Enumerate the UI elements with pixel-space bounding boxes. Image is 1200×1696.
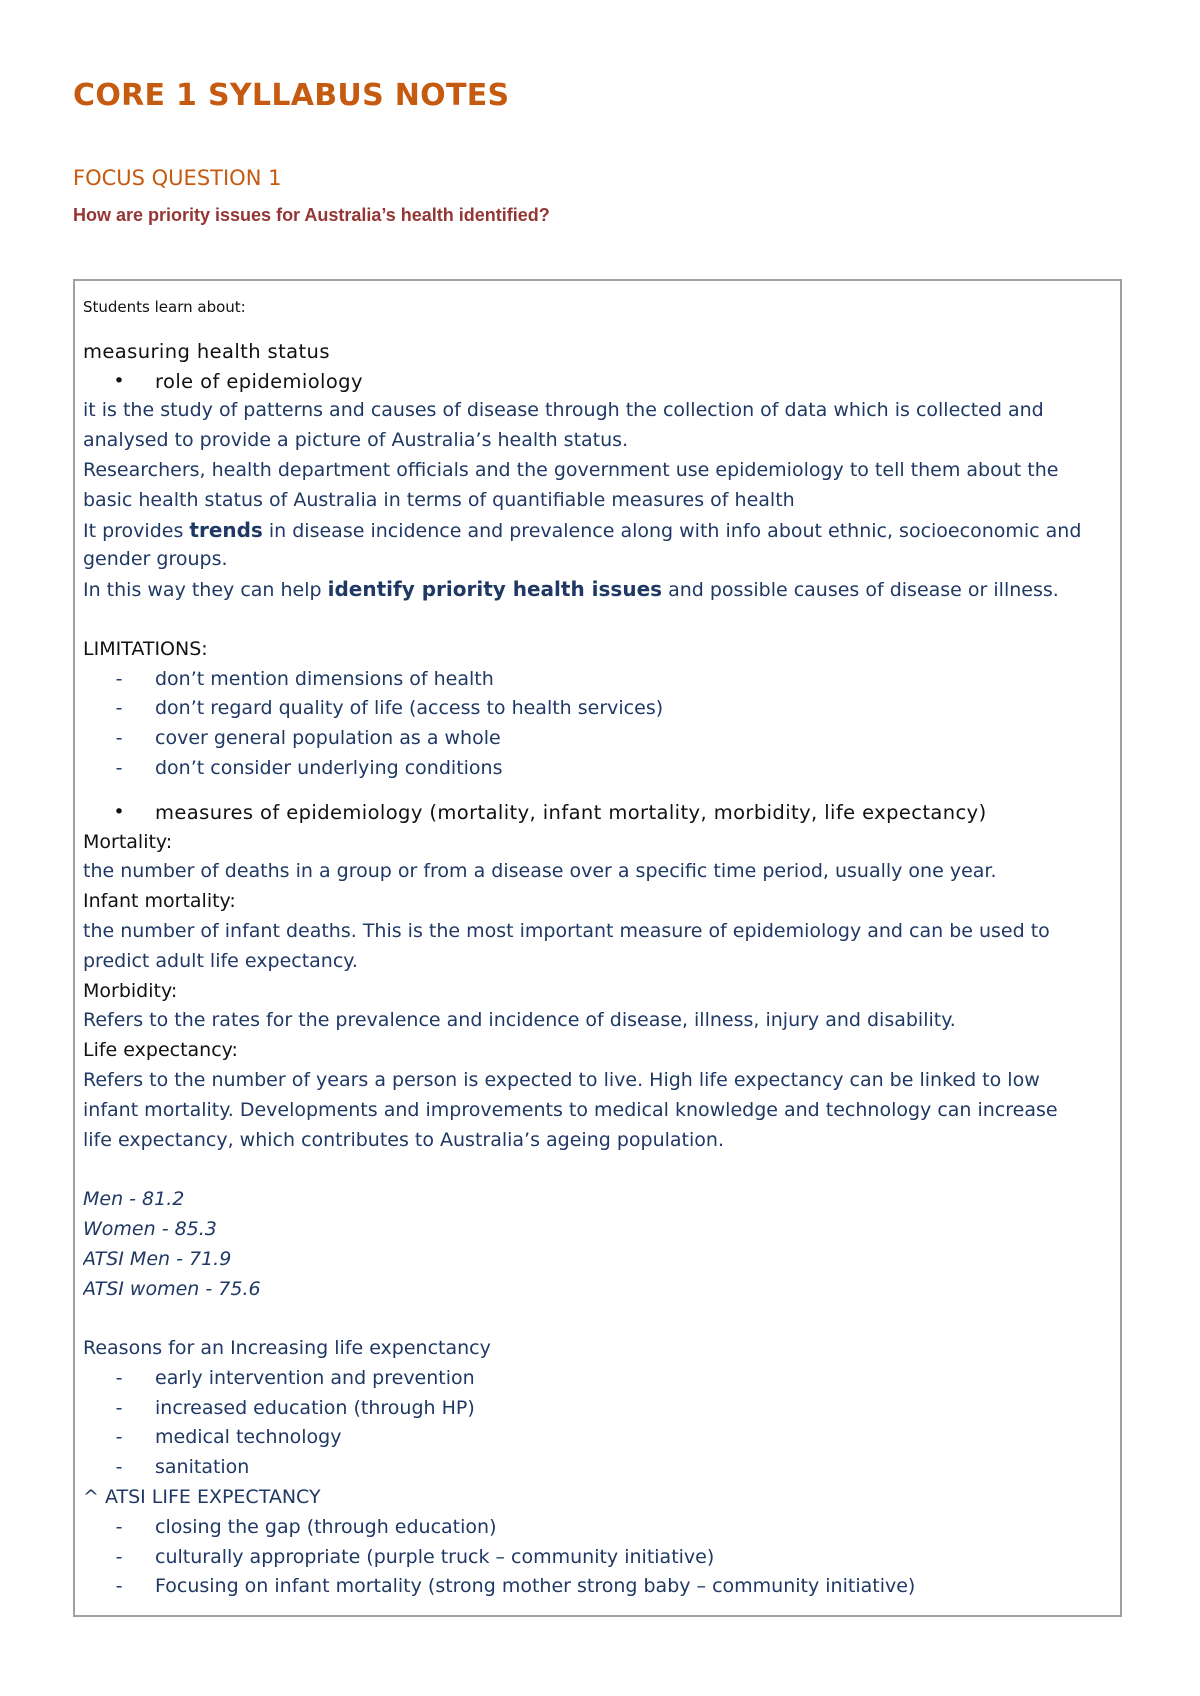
morbidity-text: Refers to the rates for the prevalence and incidence of disease, illness, injury and disability. [83, 1009, 956, 1032]
limitation-item [83, 754, 1112, 784]
life-line-1: Refers to the number of years a person is expected to live. High life expectancy can be linked to low [83, 1068, 1040, 1091]
limitations-label: LIMITATIONS: [83, 637, 208, 660]
dash-marker: - [115, 1545, 123, 1568]
limitation-text: don’t consider underlying conditions [155, 756, 503, 779]
reason-item [83, 1364, 1112, 1394]
epi-line-1: it is the study of patterns and causes of disease through the collection of data which is collected and [83, 399, 1044, 422]
limitation-text: cover general population as a whole [155, 727, 501, 750]
epi-line-4: basic health status of Australia in terms of quantifiable measures of health [83, 488, 795, 511]
stat-atsi-men: ATSI Men - 71.9 [83, 1247, 232, 1270]
bullet-text: measures of epidemiology (mortality, infant mortality, morbidity, life expectancy) [155, 800, 987, 824]
stat-atsi-women: ATSI women - 75.6 [83, 1277, 261, 1300]
bullet-role-of-epidemiology [83, 367, 1112, 397]
reason-text: early intervention and prevention [155, 1366, 475, 1389]
reason-text: medical technology [155, 1426, 342, 1449]
dash-marker: - [115, 697, 123, 720]
dash-marker: - [115, 1396, 123, 1419]
morbidity-label: Morbidity: [83, 979, 178, 1002]
priority-post: and possible causes of disease or illness. [662, 579, 1059, 602]
life-expectancy-label: Life expectancy: [83, 1039, 238, 1062]
dash-marker: - [115, 1426, 123, 1449]
focus-question-label: FOCUS QUESTION 1 [73, 166, 282, 190]
priority-bold: identify priority health issues [327, 577, 663, 602]
epi-line-2: analysed to provide a picture of Australia’s health status. [83, 429, 629, 452]
infant-line-2: predict adult life expectancy. [83, 949, 358, 972]
mortality-label: Mortality: [83, 830, 173, 853]
mortality-text: the number of deaths in a group or from a disease over a specific time period, usually one year. [83, 860, 997, 883]
bullet-text: role of epidemiology [155, 369, 363, 393]
limitation-item [83, 694, 1112, 724]
priority-pre: In this way they can help [83, 579, 328, 602]
trends-post: in disease incidence and prevalence along with info about ethnic, socioeconomic and [262, 519, 1082, 542]
infant-mortality-label: Infant mortality: [83, 890, 236, 913]
life-line-2: infant mortality. Developments and improvements to medical knowledge and technology can increase [83, 1098, 1058, 1121]
page-title: CORE 1 SYLLABUS NOTES [73, 78, 510, 113]
dash-marker: - [115, 756, 123, 779]
epi-line-3: Researchers, health department officials and the government use epidemiology to tell them about the [83, 458, 1059, 481]
trends-pre: It provides [83, 519, 190, 542]
trends-line-2: gender groups. [83, 548, 228, 571]
stat-men: Men - 81.2 [83, 1188, 185, 1211]
bullet-icon: • [113, 369, 125, 392]
intro-text: Students learn about: [83, 298, 246, 316]
focus-question-text: How are priority issues for Australia’s health identified? [73, 205, 550, 225]
infant-line-1: the number of infant deaths. This is the most important measure of epidemiology and can be used to [83, 919, 1050, 942]
atsi-item [83, 1543, 1112, 1573]
life-line-3: life expectancy, which contributes to Australia’s ageing population. [83, 1128, 724, 1151]
bullet-measures-of-epidemiology [83, 798, 1112, 828]
dash-marker: - [115, 1456, 123, 1479]
atsi-item [83, 1513, 1112, 1543]
priority-line [83, 575, 1112, 605]
reason-item [83, 1394, 1112, 1424]
limitation-text: don’t regard quality of life (access to health services) [155, 697, 664, 720]
atsi-text: closing the gap (through education) [155, 1515, 497, 1538]
bullet-icon: • [113, 800, 125, 823]
atsi-text: culturally appropriate (purple truck – community initiative) [155, 1545, 715, 1568]
section-title: measuring health status [83, 339, 330, 363]
reason-text: sanitation [155, 1456, 250, 1479]
limitation-text: don’t mention dimensions of health [155, 667, 494, 690]
atsi-text: Focusing on infant mortality (strong mother strong baby – community initiative) [155, 1575, 916, 1598]
syllabus-content-box [73, 279, 1122, 1617]
atsi-label: ^ ATSI LIFE EXPECTANCY [83, 1486, 321, 1509]
dash-marker: - [115, 1366, 123, 1389]
trends-bold: trends [189, 517, 263, 542]
reason-text: increased education (through HP) [155, 1396, 475, 1419]
atsi-item [83, 1572, 1112, 1602]
dash-marker: - [115, 1515, 123, 1538]
limitation-item [83, 665, 1112, 695]
limitation-item [83, 724, 1112, 754]
dash-marker: - [115, 1575, 123, 1598]
reason-item [83, 1453, 1112, 1483]
dash-marker: - [115, 667, 123, 690]
dash-marker: - [115, 727, 123, 750]
trends-line [83, 516, 1112, 546]
stat-women: Women - 85.3 [83, 1217, 217, 1240]
reasons-label: Reasons for an Increasing life expenctancy [83, 1337, 491, 1360]
reason-item [83, 1423, 1112, 1453]
